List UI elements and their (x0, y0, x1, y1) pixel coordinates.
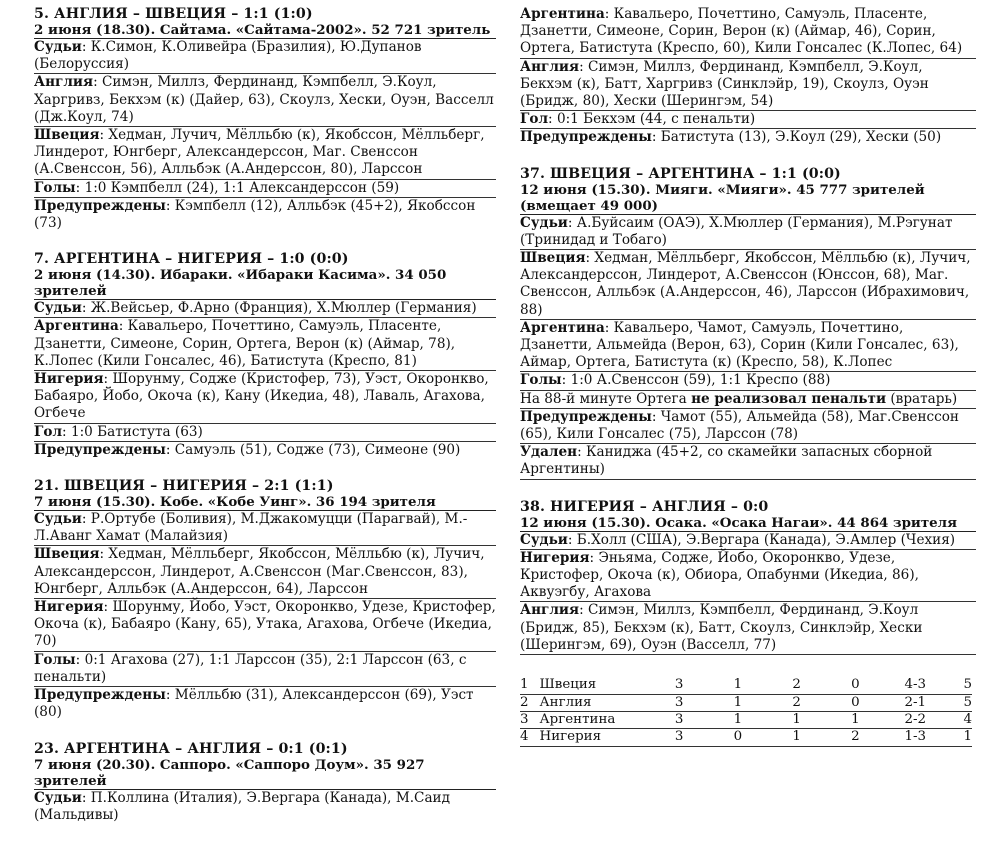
points: 5 (946, 694, 972, 711)
match-title: 21. ШВЕЦИЯ – НИГЕРИЯ – 2:1 (1:1) (34, 478, 334, 495)
played: 3 (650, 729, 709, 746)
goals (34, 652, 496, 687)
table-row (520, 677, 972, 694)
lineup-argentina (34, 318, 496, 371)
referees-label: Судьи (34, 789, 82, 806)
match-5 (34, 6, 496, 232)
warned-label: Предупреждены (520, 408, 652, 425)
lineup-label: Аргентина (34, 318, 119, 335)
warned (520, 409, 976, 444)
warned-text: : Мёлльбю (31), Александерссон (69), Уэст (80) (34, 687, 474, 721)
goals-label: Гол (520, 111, 549, 128)
goal-difference: 2-2 (885, 711, 946, 728)
lineup-nigeria (34, 599, 496, 652)
goals-label: Голы (520, 372, 562, 389)
match-title: 37. ШВЕЦИЯ – АРГЕНТИНА – 1:1 (0:0) (520, 165, 841, 182)
penalty-note (520, 391, 976, 409)
lineup-label: Англия (34, 74, 94, 91)
lineup-text: : Кавальеро, Почеттино, Самуэль, Пласенте, Дзанетти, Симеоне, Сорин, Ортега, Верон (к) (Аймар, 78), К.Лопес (Кили Гонсалес, 46), Батистута (Креспо, 81) (34, 318, 456, 369)
team-name: Нигерия (540, 729, 650, 746)
referees (34, 39, 496, 74)
match-title: 38. НИГЕРИЯ – АНГЛИЯ – 0:0 (520, 498, 769, 515)
lineup-label: Аргентина (520, 319, 605, 336)
wins: 1 (709, 694, 768, 711)
match-23 (34, 741, 496, 824)
losses: 2 (826, 729, 885, 746)
match-37 (520, 166, 976, 480)
position: 3 (520, 711, 540, 728)
goals-text: : 1:0 Батистута (63) (62, 423, 203, 440)
referees-text: : К.Симон, К.Оливейра (Бразилия), Ю.Дупанов (Белоруссия) (34, 39, 422, 73)
goal-difference: 2-1 (885, 694, 946, 711)
goals (520, 111, 976, 129)
lineup-text: : Кавальеро, Чамот, Самуэль, Почеттино, Дзанетти, Альмейда (Верон, 63), Сорин (Кили Гонсалес, 63), Аймар, Ортега, Батистута (к) (Креспо, 58), К.Лопес (520, 319, 959, 371)
group-standings-table (520, 677, 972, 747)
penalty-note-bold: не реализовал пенальти (691, 390, 887, 407)
match-info: 7 июня (15.30). Кобе. «Кобе Уинг». 36 194 зрителя (34, 494, 496, 511)
lineup-label: Нигерия (34, 599, 104, 616)
referees-text: : А.Буйсаим (ОАЭ), Х.Мюллер (Германия), М.Рэгунат (Тринидад и Тобаго) (520, 214, 953, 248)
sent-off-label: Удален (520, 444, 578, 461)
table-row (520, 711, 972, 728)
warned-label: Предупреждены (520, 129, 652, 146)
lineup-label: Нигерия (34, 371, 104, 388)
position: 2 (520, 694, 540, 711)
match-title: 5. АНГЛИЯ – ШВЕЦИЯ – 1:1 (1:0) (34, 6, 313, 22)
referees-text: : Б.Холл (США), Э.Вергара (Канада), Э.Амлер (Чехия) (567, 531, 956, 548)
losses: 0 (826, 677, 885, 694)
played: 3 (650, 694, 709, 711)
lineup-text: : Шорунму, Йобо, Уэст, Окоронкво, Удезе, Кристофер, Окоча (к), Бабаяро (Кану, 65), Утака, Агахова, Огбече (Икедиа, 70) (34, 599, 496, 650)
referees (520, 532, 976, 550)
match-info: 2 июня (18.30). Сайтама. «Сайтама-2002». 52 721 зритель (34, 22, 496, 39)
team-name: Англия (540, 694, 650, 711)
draws: 2 (767, 694, 826, 711)
lineup-label: Швеция (34, 546, 100, 563)
lineup-text: : Хедман, Мёлльберг, Якобссон, Мёлльбю (к), Лучич, Александерссон, Линдерот, А.Свенссон (Маг.Свенссон, 83), Юнгберг, Алльбэк (А.Андерссон, 64), Ларссон (34, 546, 485, 597)
goals (34, 180, 496, 198)
referees-text: : Р.Ортубе (Боливия), М.Джакомуцци (Парагвай), М.-Л.Аванг Хамат (Малайзия) (34, 511, 468, 545)
referees-text: : Ж.Вейсьер, Ф.Арно (Франция), Х.Мюллер (Германия) (81, 300, 477, 317)
goal-difference: 1-3 (885, 729, 946, 746)
lineup-label: Нигерия (520, 549, 590, 566)
match-info: 7 июня (20.30). Саппоро. «Саппоро Доум». 35 927 зрителей (34, 757, 496, 790)
lineup-nigeria (34, 371, 496, 424)
referees-label: Судьи (520, 531, 568, 548)
wins: 1 (709, 711, 768, 728)
lineup-argentina (520, 320, 976, 373)
referees (34, 300, 496, 318)
goals-text: : 1:0 Кэмпбелл (24), 1:1 Александерссон (59) (75, 179, 400, 196)
goals-text: : 0:1 Агахова (27), 1:1 Ларссон (35), 2:1 Ларссон (63, с пенальти) (34, 651, 467, 685)
warned (34, 687, 496, 721)
points: 1 (946, 729, 972, 746)
wins: 1 (709, 677, 768, 694)
lineup-text: : Хедман, Лучич, Мёлльбю (к), Якобссон, Мёлльберг, Линдерот, Юнгберг, Александерссон, Маг. Свенссон (А.Свенссон, 56), Алльбэк (А.Андерссон, 80), Ларссон (34, 127, 485, 178)
left-column (34, 6, 496, 843)
lineup-nigeria (520, 550, 976, 603)
goals-text: : 0:1 Бекхэм (44, с пенальти) (548, 111, 756, 128)
referees (34, 511, 496, 546)
lineup-text: : Кавальеро, Почеттино, Самуэль, Пласенте, Дзанетти, Симеоне, Сорин, Верон (к) (Аймар, 46), Сорин, Ортега, Батистута (Креспо, 60), Кили Гонсалес (К.Лопес, 64) (520, 6, 963, 57)
warned (34, 442, 496, 459)
referees-text: : П.Коллина (Италия), Э.Вергара (Канада), М.Саид (Мальдивы) (34, 789, 450, 823)
goals (520, 372, 976, 390)
referees-label: Судьи (34, 511, 82, 528)
goals-label: Голы (34, 179, 76, 196)
referees-label: Судьи (34, 300, 82, 317)
lineup-england (520, 602, 976, 655)
lineup-label: Аргентина (520, 6, 605, 22)
warned-text: : Самуэль (51), Содже (73), Симеоне (90) (165, 441, 461, 458)
lineup-label: Швеция (34, 127, 100, 144)
points: 5 (946, 677, 972, 694)
warned-label: Предупреждены (34, 687, 166, 704)
match-38 (520, 499, 976, 747)
match-21 (34, 478, 496, 721)
match-info: 12 июня (15.30). Мияги. «Мияги». 45 777 зрителей (вмещает 49 000) (520, 182, 976, 215)
referees (34, 790, 496, 824)
played: 3 (650, 677, 709, 694)
lineup-label: Англия (520, 602, 580, 619)
goals-label: Голы (34, 651, 76, 668)
goals (34, 424, 496, 442)
match-title: 23. АРГЕНТИНА – АНГЛИЯ – 0:1 (0:1) (34, 740, 348, 757)
lineup-sweden (34, 546, 496, 599)
right-column (520, 6, 976, 766)
lineup-label: Англия (520, 58, 580, 75)
goals-label: Гол (34, 423, 63, 440)
sent-off-text: : Каниджа (45+2, со скамейки запасных сборной Аргентины) (520, 444, 933, 478)
losses: 0 (826, 694, 885, 711)
warned-text: : Чамот (55), Альмейда (58), Маг.Свенссон (65), Кили Гонсалес (75), Ларссон (78) (520, 408, 959, 443)
team-name: Аргентина (540, 711, 650, 728)
draws: 2 (767, 677, 826, 694)
lineup-sweden (520, 250, 976, 320)
warned (520, 129, 976, 146)
warned-text: : Батистута (13), Э.Коул (29), Хески (50) (651, 129, 942, 146)
sent-off (520, 444, 976, 479)
penalty-note-pre: На 88-й минуте Ортега (520, 390, 692, 407)
lineup-argentina (520, 6, 976, 59)
lineup-text: : Симэн, Миллз, Фердинанд, Кэмпбелл, Э.Коул, Харгривз, Бекхэм (к) (Дайер, 63), Скоулз, Хески, Оуэн, Васселл (Дж.Коул, 74) (34, 74, 494, 125)
referees-label: Судьи (34, 39, 82, 55)
position: 1 (520, 677, 540, 694)
lineup-label: Швеция (520, 250, 586, 267)
lineup-england (520, 59, 976, 112)
referees (520, 215, 976, 250)
penalty-note-post: (вратарь) (886, 390, 958, 407)
draws: 1 (767, 711, 826, 728)
losses: 1 (826, 711, 885, 728)
match-info: 12 июня (15.30). Осака. «Осака Нагаи». 44 864 зрителя (520, 515, 976, 532)
lineup-text: : Шорунму, Содже (Кристофер, 73), Уэст, Окоронкво, Бабаяро, Йобо, Окоча (к), Кану (Икедиа, 48), Лаваль, Агахова, Огбече (34, 371, 489, 422)
position: 4 (520, 729, 540, 746)
lineup-sweden (34, 127, 496, 180)
match-title: 7. АРГЕНТИНА – НИГЕРИЯ – 1:0 (0:0) (34, 251, 349, 268)
warned-label: Предупреждены (34, 197, 166, 214)
match-23-continued (520, 6, 976, 147)
goal-difference: 4-3 (885, 677, 946, 694)
lineup-england (34, 74, 496, 127)
warned-label: Предупреждены (34, 441, 166, 458)
table-row (520, 694, 972, 711)
points: 4 (946, 711, 972, 728)
lineup-text: : Эньяма, Содже, Йобо, Окоронкво, Удезе, Кристофер, Окоча (к), Обиора, Опабунми (Икедиа, 86), Аквуэгбу, Агахова (520, 549, 919, 601)
wins: 0 (709, 729, 768, 746)
goals-text: : 1:0 А.Свенссон (59), 1:1 Креспо (88) (561, 372, 831, 389)
lineup-text: : Симэн, Миллз, Фердинанд, Кэмпбелл, Э.Коул, Бекхэм (к), Батт, Харгривз (Синклэйр, 19), Скоулз, Оуэн (Бридж, 80), Хески (Шерингэм, 54) (520, 58, 929, 110)
draws: 1 (767, 729, 826, 746)
referees-label: Судьи (520, 214, 568, 231)
match-7 (34, 251, 496, 459)
match-info: 2 июня (14.30). Ибараки. «Ибараки Касима». 34 050 зрителей (34, 267, 496, 300)
lineup-text: : Хедман, Мёлльберг, Якобссон, Мёлльбю (к), Лучич, Александерссон, Линдерот, А.Свенссон (Юнссон, 68), Маг. Свенссон, Алльбэк (А.Андерссон, 46), Ларссон (Ибрахимович, 88) (520, 250, 971, 318)
played: 3 (650, 711, 709, 728)
team-name: Швеция (540, 677, 650, 694)
warned (34, 198, 496, 232)
warned-text: : Кэмпбелл (12), Алльбэк (45+2), Якобссон (73) (34, 197, 476, 232)
lineup-text: : Симэн, Миллз, Кэмпбелл, Фердинанд, Э.Коул (Бридж, 85), Бекхэм (к), Батт, Скоулз, Синклэйр, Хески (Шерингэм, 69), Оуэн (Васселл, 77) (520, 602, 923, 653)
